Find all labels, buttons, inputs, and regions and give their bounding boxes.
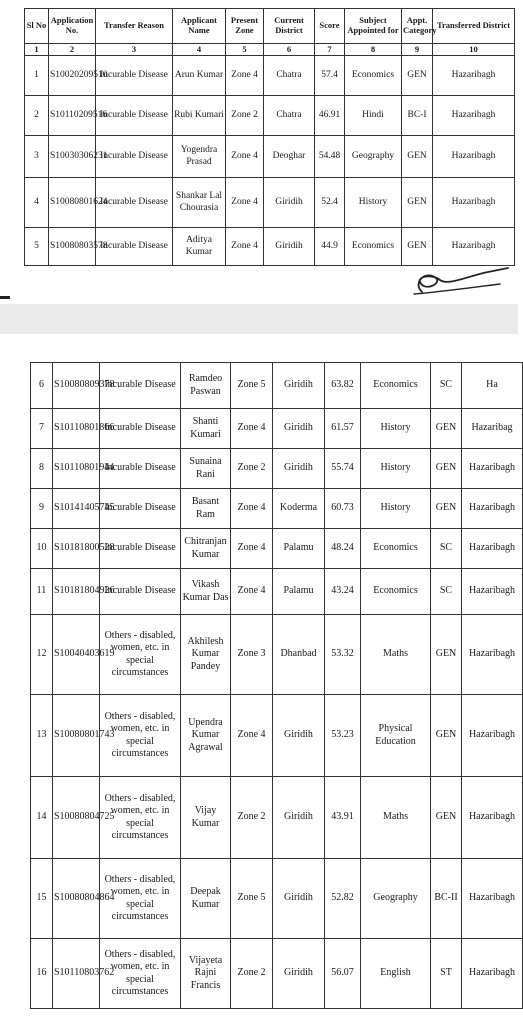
signature-icon [408, 262, 512, 303]
cell-transferred-district: Hazaribagh [433, 136, 515, 178]
cell-transferred-district: Hazaribagh [462, 615, 523, 695]
header-category: Appt. Category [402, 9, 433, 44]
table-row [25, 56, 515, 96]
cell-score: 43.24 [325, 569, 361, 615]
cell-sl: 9 [31, 489, 53, 529]
cell-transferred-district: Hazaribagh [462, 449, 523, 489]
cell-sl: 16 [31, 939, 53, 1009]
cell-applicant-name: Shanti Kumari [181, 409, 231, 449]
cell-application-no: S10040403619 [53, 615, 100, 695]
header-transferred-district: Transferred District [433, 9, 515, 44]
cell-sl: 5 [25, 228, 49, 266]
cell-score: 43.91 [325, 777, 361, 859]
cell-score: 60.73 [325, 489, 361, 529]
cell-application-no: S10020209510 [49, 56, 96, 96]
column-number: 1 [25, 44, 49, 56]
cell-sl: 6 [31, 363, 53, 409]
cell-category: BC-I [402, 96, 433, 136]
cell-subject: History [361, 489, 431, 529]
cell-category: BC-II [431, 859, 462, 939]
cell-current-district: Chatra [264, 56, 315, 96]
cell-transfer-reason: Incurable Disease [100, 363, 181, 409]
cell-subject: History [361, 449, 431, 489]
cell-current-district: Giridih [273, 695, 325, 777]
column-number: 6 [264, 44, 315, 56]
cell-current-district: Palamu [273, 569, 325, 615]
cell-applicant-name: Aditya Kumar [173, 228, 226, 266]
cell-application-no: S10030306231 [49, 136, 96, 178]
cell-category: SC [431, 363, 462, 409]
cell-application-no: S10141405745 [53, 489, 100, 529]
cell-current-district: Giridih [273, 409, 325, 449]
cell-applicant-name: Akhilesh Kumar Pandey [181, 615, 231, 695]
cell-category: SC [431, 569, 462, 615]
column-number: 2 [49, 44, 96, 56]
cell-present-zone: Zone 4 [226, 136, 264, 178]
cell-subject: Maths [361, 615, 431, 695]
cell-score: 44.9 [315, 228, 345, 266]
cell-transferred-district: Hazaribagh [433, 178, 515, 228]
column-number: 7 [315, 44, 345, 56]
cell-sl: 2 [25, 96, 49, 136]
cell-present-zone: Zone 4 [226, 178, 264, 228]
cell-current-district: Koderma [273, 489, 325, 529]
cell-applicant-name: Upendra Kumar Agrawal [181, 695, 231, 777]
cell-score: 61.57 [325, 409, 361, 449]
table-row [31, 615, 523, 695]
cell-transfer-reason: Incurable Disease [96, 56, 173, 96]
cell-subject: Geography [345, 136, 402, 178]
cell-subject: History [361, 409, 431, 449]
cell-score: 54.48 [315, 136, 345, 178]
cell-transfer-reason: Incurable Disease [100, 489, 181, 529]
cell-sl: 10 [31, 529, 53, 569]
cell-subject: Economics [345, 228, 402, 266]
page-gap [0, 304, 518, 334]
cell-present-zone: Zone 4 [231, 695, 273, 777]
cell-category: GEN [402, 228, 433, 266]
cell-applicant-name: Vikash Kumar Das [181, 569, 231, 615]
cell-sl: 1 [25, 56, 49, 96]
column-number: 10 [433, 44, 515, 56]
cell-subject: Hindi [345, 96, 402, 136]
cell-subject: Economics [345, 56, 402, 96]
cell-current-district: Giridih [273, 363, 325, 409]
cell-category: GEN [431, 777, 462, 859]
cell-present-zone: Zone 4 [226, 56, 264, 96]
cell-subject: English [361, 939, 431, 1009]
cell-subject: Economics [361, 569, 431, 615]
cell-sl: 13 [31, 695, 53, 777]
cell-score: 63.82 [325, 363, 361, 409]
cell-present-zone: Zone 4 [226, 228, 264, 266]
cell-application-no: S10110801866 [53, 409, 100, 449]
cell-transfer-reason: Incurable Disease [96, 178, 173, 228]
cell-transfer-reason: Others - disabled, women, etc. in special circumstances [100, 615, 181, 695]
cell-score: 57.4 [315, 56, 345, 96]
cell-applicant-name: Deepak Kumar [181, 859, 231, 939]
cell-score: 46.91 [315, 96, 345, 136]
cell-current-district: Giridih [264, 228, 315, 266]
cell-transferred-district: Ha [462, 363, 523, 409]
cell-sl: 12 [31, 615, 53, 695]
table-row [31, 939, 523, 1009]
header-present-zone: Present Zone [226, 9, 264, 44]
header-sl: Sl No [25, 9, 49, 44]
table-row [31, 363, 523, 409]
cell-transferred-district: Hazaribagh [462, 529, 523, 569]
cell-application-no: S10080803578 [49, 228, 96, 266]
cell-transferred-district: Hazaribagh [462, 777, 523, 859]
cell-current-district: Dhanbad [273, 615, 325, 695]
cell-applicant-name: Vijay Kumar [181, 777, 231, 859]
column-number: 8 [345, 44, 402, 56]
cell-category: ST [431, 939, 462, 1009]
cell-category: GEN [431, 489, 462, 529]
cell-application-no: S10080801743 [53, 695, 100, 777]
cell-sl: 8 [31, 449, 53, 489]
cell-transfer-reason: Incurable Disease [96, 96, 173, 136]
cell-transferred-district: Hazaribagh [433, 96, 515, 136]
cell-subject: Geography [361, 859, 431, 939]
cell-application-no: S10110209516 [49, 96, 96, 136]
table-row [25, 178, 515, 228]
cell-present-zone: Zone 4 [231, 569, 273, 615]
cell-present-zone: Zone 5 [231, 859, 273, 939]
cell-transfer-reason: Incurable Disease [100, 409, 181, 449]
cell-application-no: S10080801624 [49, 178, 96, 228]
table-row [25, 228, 515, 266]
cell-transfer-reason: Incurable Disease [96, 136, 173, 178]
cell-present-zone: Zone 4 [231, 409, 273, 449]
cell-present-zone: Zone 2 [231, 939, 273, 1009]
cell-sl: 14 [31, 777, 53, 859]
cell-subject: Maths [361, 777, 431, 859]
cell-application-no: S10080804725 [53, 777, 100, 859]
page-edge-mark [0, 296, 10, 299]
table-row [31, 695, 523, 777]
cell-current-district: Giridih [273, 777, 325, 859]
cell-category: GEN [431, 409, 462, 449]
cell-transferred-district: Hazaribag [462, 409, 523, 449]
cell-current-district: Giridih [273, 449, 325, 489]
table-row [31, 529, 523, 569]
cell-score: 48.24 [325, 529, 361, 569]
cell-sl: 4 [25, 178, 49, 228]
cell-score: 55.74 [325, 449, 361, 489]
cell-present-zone: Zone 4 [231, 529, 273, 569]
cell-current-district: Palamu [273, 529, 325, 569]
cell-applicant-name: Sunaina Rani [181, 449, 231, 489]
cell-score: 56.07 [325, 939, 361, 1009]
table-row [31, 489, 523, 529]
cell-sl: 11 [31, 569, 53, 615]
table-row [31, 449, 523, 489]
cell-subject: Physical Education [361, 695, 431, 777]
cell-applicant-name: Basant Ram [181, 489, 231, 529]
cell-transfer-reason: Others - disabled, women, etc. in special circumstances [100, 859, 181, 939]
cell-category: GEN [431, 615, 462, 695]
cell-transfer-reason: Others - disabled, women, etc. in special circumstances [100, 695, 181, 777]
cell-application-no: S10080809378 [53, 363, 100, 409]
header-score: Score [315, 9, 345, 44]
cell-transfer-reason: Incurable Disease [100, 529, 181, 569]
cell-present-zone: Zone 2 [231, 777, 273, 859]
cell-category: SC [431, 529, 462, 569]
cell-transferred-district: Hazaribagh [433, 56, 515, 96]
cell-category: GEN [402, 136, 433, 178]
cell-score: 52.4 [315, 178, 345, 228]
table-row [31, 777, 523, 859]
cell-current-district: Chatra [264, 96, 315, 136]
cell-transferred-district: Hazaribagh [433, 228, 515, 266]
cell-transferred-district: Hazaribagh [462, 489, 523, 529]
cell-subject: Economics [361, 363, 431, 409]
cell-subject: History [345, 178, 402, 228]
cell-applicant-name: Yogendra Prasad [173, 136, 226, 178]
cell-sl: 3 [25, 136, 49, 178]
cell-application-no: S10181804926 [53, 569, 100, 615]
cell-subject: Economics [361, 529, 431, 569]
transfer-table-page2 [30, 362, 523, 1009]
header-row [25, 9, 515, 44]
column-number: 5 [226, 44, 264, 56]
cell-transferred-district: Hazaribagh [462, 569, 523, 615]
cell-score: 52.82 [325, 859, 361, 939]
cell-transferred-district: Hazaribagh [462, 939, 523, 1009]
cell-current-district: Giridih [273, 859, 325, 939]
table-row [31, 569, 523, 615]
cell-applicant-name: Ramdeo Paswan [181, 363, 231, 409]
cell-present-zone: Zone 4 [231, 489, 273, 529]
cell-applicant-name: Chitranjan Kumar [181, 529, 231, 569]
table-row [31, 409, 523, 449]
cell-category: GEN [402, 178, 433, 228]
cell-score: 53.32 [325, 615, 361, 695]
cell-transfer-reason: Others - disabled, women, etc. in special circumstances [100, 939, 181, 1009]
header-application-no: Application No. [49, 9, 96, 44]
cell-transfer-reason: Incurable Disease [100, 569, 181, 615]
table-row [31, 859, 523, 939]
cell-transferred-district: Hazaribagh [462, 695, 523, 777]
cell-category: GEN [431, 695, 462, 777]
cell-application-no: S10181800528 [53, 529, 100, 569]
cell-current-district: Deoghar [264, 136, 315, 178]
column-number: 9 [402, 44, 433, 56]
cell-sl: 15 [31, 859, 53, 939]
cell-transfer-reason: Incurable Disease [96, 228, 173, 266]
table-row [25, 96, 515, 136]
cell-sl: 7 [31, 409, 53, 449]
cell-present-zone: Zone 2 [226, 96, 264, 136]
header-applicant-name: Applicant Name [173, 9, 226, 44]
cell-present-zone: Zone 3 [231, 615, 273, 695]
column-number: 3 [96, 44, 173, 56]
cell-application-no: S10110801944 [53, 449, 100, 489]
cell-transfer-reason: Incurable Disease [100, 449, 181, 489]
cell-transferred-district: Hazaribagh [462, 859, 523, 939]
cell-current-district: Giridih [273, 939, 325, 1009]
column-number-row [25, 44, 515, 56]
cell-score: 53.23 [325, 695, 361, 777]
cell-applicant-name: Rubi Kumari [173, 96, 226, 136]
cell-present-zone: Zone 5 [231, 363, 273, 409]
column-number: 4 [173, 44, 226, 56]
cell-application-no: S10110803762 [53, 939, 100, 1009]
cell-applicant-name: Vijayeta Rajni Francis [181, 939, 231, 1009]
header-transfer-reason: Transfer Reason [96, 9, 173, 44]
cell-applicant-name: Arun Kumar [173, 56, 226, 96]
cell-present-zone: Zone 2 [231, 449, 273, 489]
cell-applicant-name: Shankar Lal Chourasia [173, 178, 226, 228]
transfer-table-page1 [24, 8, 515, 266]
cell-category: GEN [431, 449, 462, 489]
header-subject: Subject Appointed for [345, 9, 402, 44]
cell-application-no: S10080804864 [53, 859, 100, 939]
cell-current-district: Giridih [264, 178, 315, 228]
cell-category: GEN [402, 56, 433, 96]
cell-transfer-reason: Others - disabled, women, etc. in special circumstances [100, 777, 181, 859]
header-current-district: Current District [264, 9, 315, 44]
table-row [25, 136, 515, 178]
